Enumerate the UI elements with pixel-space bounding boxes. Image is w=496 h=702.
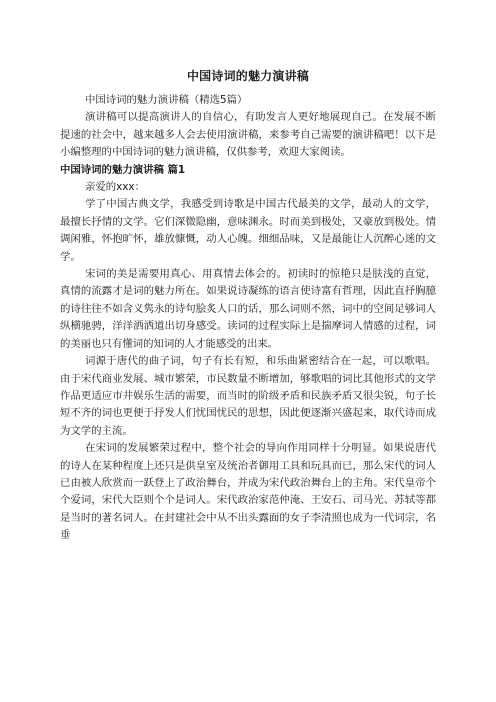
body-paragraph: 在宋词的发展繁荣过程中，整个社会的导向作用同样十分明显。如果说唐代的诗人在某种程度上还只是供皇室及统治者御用工具和玩具而已，那么宋代的词人已由被人欣赏而一跃登上了政治舞台，并成为宋代政治舞台上的主角。宋代皇帝个个爱词，宋代大臣则个个是词人。宋代政治家范仲淹、王安石、司马光、苏轼等都是当时的著名词人。在封建社会中从不出头露面的女子李清照也成为一代词宗，名垂 (60, 442, 436, 542)
body-paragraph: 学了中国古典文学，我感受到诗歌是中国古代最美的文学，最动人的文学，最擅长抒情的文学。它们深微隐幽，意味渊永。时而美到极处，又豪放到极处。情调闲雅，怀抱旷怀，雄放慷慨，动人心魄。细细品味，又是最能让人沉醉心迷的文学。 (60, 198, 436, 263)
body-paragraph: 宋词的美是需要用真心、用真情去体会的。初读时的惊艳只是肤浅的直觉，真情的流露才是词的魅力所在。如果说诗凝练的语言使诗富有哲理，因此直抒胸臆的诗往往不如含义隽永的诗句脍炙人口的话，那么词则不然，词中的空间足够词人纵横驰骋，洋洋洒洒道出切身感受。读词的过程实际上是揣摩词人情感的过程，词的美丽也只有懂词的知词的人才能感受的出来。 (60, 268, 436, 350)
body-paragraph: 词源于唐代的曲子词，句子有长有短，和乐曲紧密结合在一起，可以歌唱。由于宋代商业发展、城市繁荣，市民数量不断增加，够歌唱的词比其他形式的文学作品更适应市井娱乐生活的需要，而当时的阶级矛盾和民族矛盾又很尖锐，句子长短不齐的词也更便于抒发人们忧国忧民的思想，因此便逐渐兴盛起来，取代诗而成为文学的主流。 (60, 355, 436, 437)
salutation: 亲爱的xxx： (84, 181, 145, 194)
document-title: 中国诗词的魅力演讲稿 (186, 69, 309, 83)
intro-paragraph: 演讲稿可以提高演讲人的自信心，有助发言人更好地展现自己。在发展不断提速的社会中，越来越多人会去使用演讲稿，来参考自己需要的演讲稿吧！以下是小编整理的中国诗词的魅力演讲稿，仅供参考，欢迎大家阅读。 (60, 111, 436, 159)
document-body (60, 92, 436, 545)
document-subtitle: 中国诗词的魅力演讲稿（精选5篇） (84, 94, 248, 106)
section-heading: 中国诗词的魅力演讲稿 篇1 (60, 163, 186, 176)
